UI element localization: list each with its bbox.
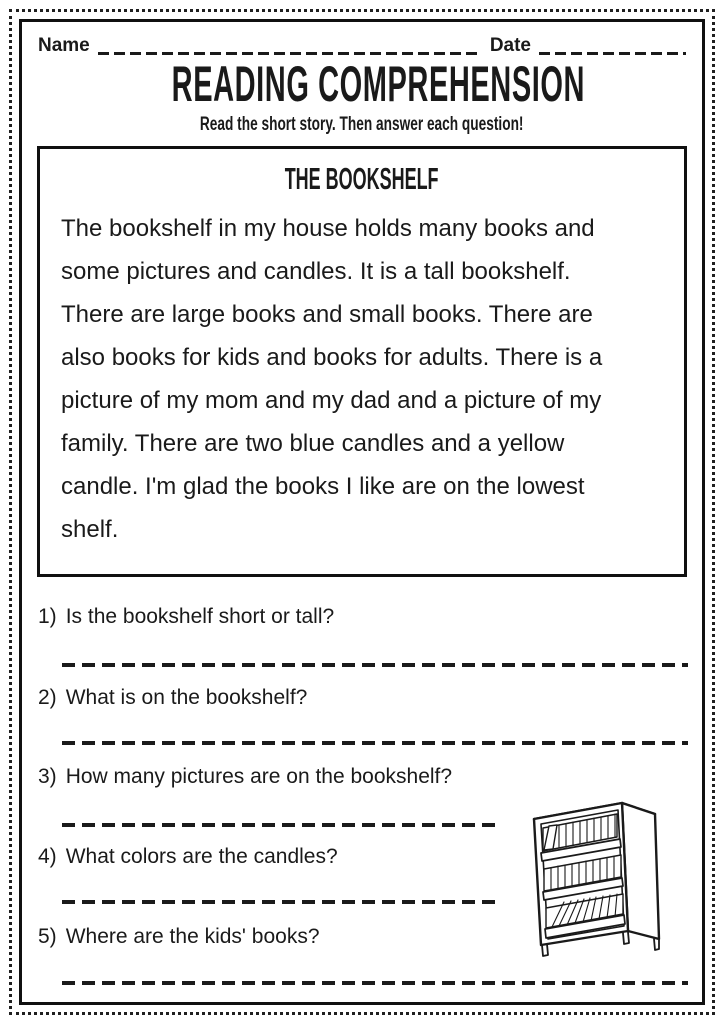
story-line: some pictures and candles. It is a tall bookshelf. (61, 258, 571, 285)
name-label: Name (38, 35, 90, 56)
question-number: 3) (38, 765, 57, 788)
question-number: 1) (38, 605, 57, 628)
story-line: picture of my mom and my dad and a picture of my (61, 387, 602, 414)
question-number: 4) (38, 845, 57, 868)
answer-blank-line-4 (62, 900, 500, 904)
story-line: The bookshelf in my house holds many books and (61, 215, 595, 242)
question-number: 5) (38, 925, 57, 948)
question-2 (38, 683, 307, 713)
story-line: candle. I'm glad the books I like are on the lowest (61, 473, 585, 500)
answer-blank-line-3 (62, 823, 500, 827)
story-line: There are large books and small books. There are (61, 301, 593, 328)
story-title: THE BOOKSHELF (285, 161, 439, 196)
story-line: also books for kids and books for adults. There is a (61, 344, 603, 371)
question-3 (38, 762, 452, 792)
story-box (37, 146, 687, 577)
question-1 (38, 602, 334, 632)
question-text: How many pictures are on the bookshelf? (65, 765, 453, 788)
bookshelf-illustration-icon (528, 793, 670, 959)
date-label: Date (489, 35, 531, 56)
answer-blank-line-5 (62, 981, 688, 985)
question-text: Is the bookshelf short or tall? (65, 605, 335, 628)
story-text (61, 207, 684, 551)
answer-blank-line-2 (62, 741, 688, 745)
question-text: What colors are the candles? (65, 845, 338, 868)
story-line: shelf. (61, 516, 119, 543)
page-solid-border (19, 19, 705, 1005)
question-text: What is on the bookshelf? (65, 686, 308, 709)
question-4 (38, 842, 338, 872)
story-line: family. There are two blue candles and a yellow (61, 430, 565, 457)
answer-blank-line-1 (62, 663, 688, 667)
worksheet-instructions: Read the short story. Then answer each question! (200, 114, 524, 135)
question-text: Where are the kids' books? (65, 925, 320, 948)
worksheet-title: READING COMPREHENSION (171, 56, 586, 112)
question-5 (38, 922, 320, 952)
question-number: 2) (38, 686, 57, 709)
